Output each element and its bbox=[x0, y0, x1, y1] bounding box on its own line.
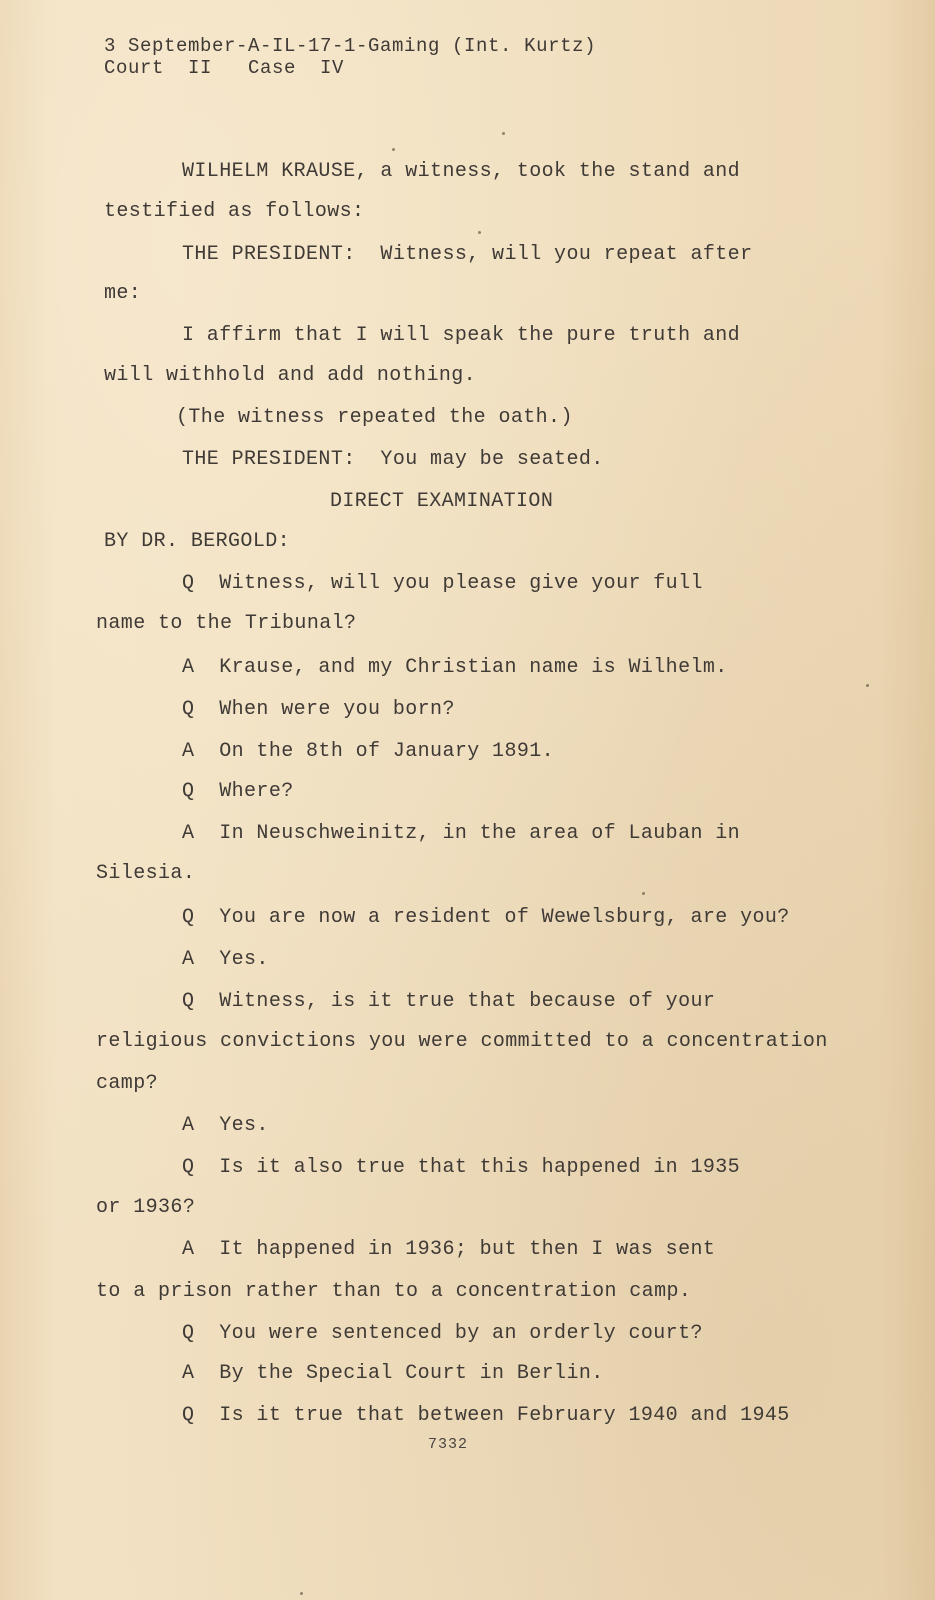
text-line: Q Witness, is it true that because of your bbox=[182, 990, 716, 1013]
text-line: Silesia. bbox=[96, 862, 196, 885]
text-line: Q Witness, will you please give your full bbox=[182, 572, 703, 595]
text-line: testified as follows: bbox=[104, 200, 365, 223]
text-line: THE PRESIDENT: Witness, will you repeat after bbox=[182, 243, 753, 266]
text-line: A Yes. bbox=[182, 1114, 269, 1137]
text-line: A It happened in 1936; but then I was sent bbox=[182, 1238, 716, 1261]
text-line: will withhold and add nothing. bbox=[104, 364, 477, 387]
text-line: name to the Tribunal? bbox=[96, 612, 357, 635]
text-line: Q Is it also true that this happened in 1935 bbox=[182, 1156, 741, 1179]
text-line: BY DR. BERGOLD: bbox=[104, 530, 291, 553]
text-line: A In Neuschweinitz, in the area of Lauban in bbox=[182, 822, 741, 845]
paper-speck bbox=[642, 892, 645, 895]
paper-speck bbox=[502, 132, 505, 135]
text-line: me: bbox=[104, 282, 142, 305]
text-line: Q You are now a resident of Wewelsburg, are you? bbox=[182, 906, 790, 929]
page-number: 7332 bbox=[428, 1436, 469, 1453]
text-line: Q You were sentenced by an orderly court? bbox=[182, 1322, 703, 1345]
text-line: THE PRESIDENT: You may be seated. bbox=[182, 448, 604, 471]
text-line: Q When were you born? bbox=[182, 698, 455, 721]
text-line: or 1936? bbox=[96, 1196, 196, 1219]
text-line: WILHELM KRAUSE, a witness, took the stand and bbox=[182, 160, 741, 183]
text-line: Q Where? bbox=[182, 780, 294, 803]
text-line: camp? bbox=[96, 1072, 159, 1095]
text-line: A On the 8th of January 1891. bbox=[182, 740, 555, 763]
text-line: A By the Special Court in Berlin. bbox=[182, 1362, 604, 1385]
paper-speck bbox=[478, 231, 481, 234]
text-line: (The witness repeated the oath.) bbox=[176, 406, 573, 429]
text-line: Q Is it true that between February 1940 and 1945 bbox=[182, 1404, 790, 1427]
header-line-1: 3 September-A-IL-17-1-Gaming (Int. Kurtz) bbox=[104, 35, 597, 57]
text-line: I affirm that I will speak the pure truth and bbox=[182, 324, 741, 347]
text-line: A Yes. bbox=[182, 948, 269, 971]
section-heading: DIRECT EXAMINATION bbox=[330, 490, 554, 513]
paper-speck bbox=[300, 1592, 303, 1595]
header-line-2: Court II Case IV bbox=[104, 57, 345, 79]
text-line: religious convictions you were committed to a concentration bbox=[96, 1030, 828, 1053]
text-line: to a prison rather than to a concentration camp. bbox=[96, 1280, 692, 1303]
text-line: A Krause, and my Christian name is Wilhelm. bbox=[182, 656, 728, 679]
paper-speck bbox=[392, 148, 395, 151]
paper-speck bbox=[866, 684, 869, 687]
